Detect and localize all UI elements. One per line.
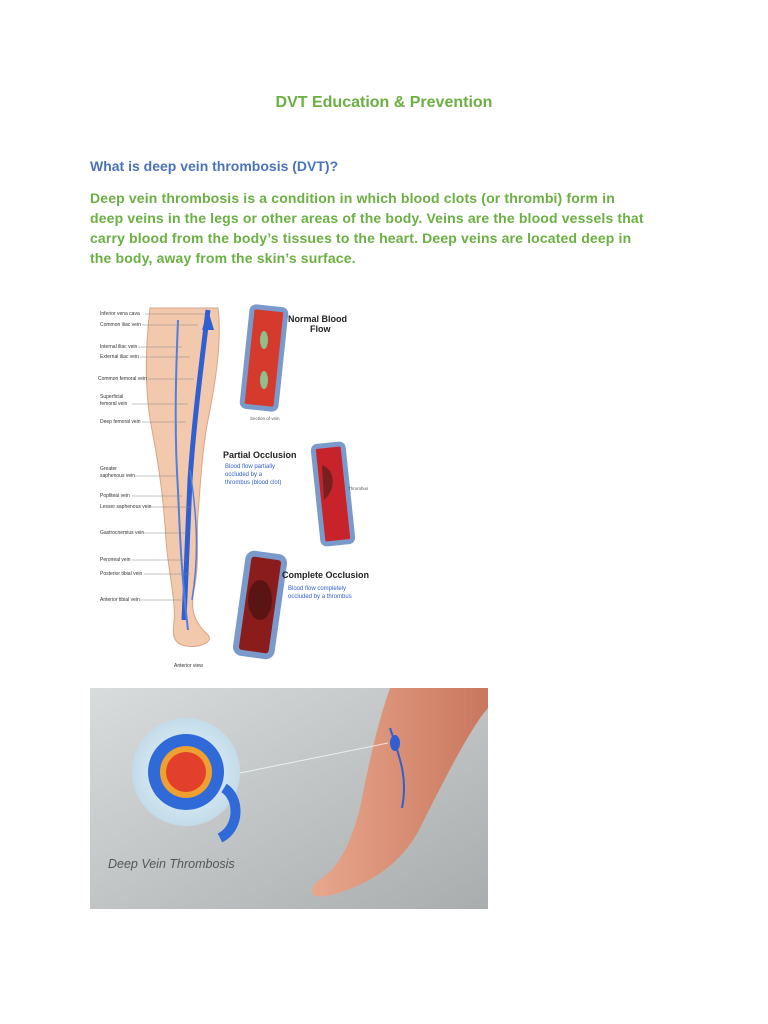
figure-caption: Deep Vein Thrombosis xyxy=(108,857,235,871)
vein-label: Anterior tibial vein xyxy=(100,597,140,603)
normal-heading-line1: Normal Blood xyxy=(288,314,348,324)
complete-desc-line2: occluded by a thrombus xyxy=(288,594,352,600)
vein-label: Internal iliac vein xyxy=(100,344,138,350)
clot-marker xyxy=(390,735,400,751)
vein-label: Inferior vena cava xyxy=(100,311,140,317)
dvt-illustration xyxy=(90,688,488,909)
vein-label: Greater xyxy=(100,466,117,472)
thrombus-label: Thrombus xyxy=(348,486,369,491)
vein-label: Popliteal vein xyxy=(100,493,130,499)
intro-paragraph xyxy=(90,188,690,268)
document-title: DVT Education & Prevention xyxy=(275,94,493,111)
blood-clot xyxy=(166,752,206,792)
vein-label: Peroneal vein xyxy=(100,557,131,563)
complete-heading: Complete Occlusion xyxy=(282,570,370,580)
vein-label: Common femoral vein xyxy=(98,376,147,382)
vein-label: Deep femoral vein xyxy=(100,419,141,425)
vein-label: Common iliac vein xyxy=(100,322,141,328)
vein-label: Posterior tibial vein xyxy=(100,571,143,577)
paragraph-line: the body, away from the skin’s surface. xyxy=(90,250,356,266)
anterior-view-label: Anterior view xyxy=(174,663,203,669)
paragraph-line: carry blood from the body’s tissues to the heart. Deep veins are located deep in xyxy=(90,230,632,246)
vein-label: Lesser saphenous vein xyxy=(100,504,152,510)
vein-label: Superficial xyxy=(100,394,124,400)
paragraph-line: deep veins in the legs or other areas of the body. Veins are the blood vessels that xyxy=(90,210,644,226)
vein-label: saphenous vein xyxy=(100,473,136,479)
normal-heading-line2: Flow xyxy=(310,324,331,334)
normal-caption: Section of vein xyxy=(250,416,280,421)
vein-label: femoral vein xyxy=(100,401,128,407)
partial-desc-line1: Blood flow partially xyxy=(225,464,276,470)
complete-desc-line1: Blood flow completely xyxy=(288,586,347,592)
vein-label: External iliac vein xyxy=(100,354,139,360)
vein-anatomy-figure xyxy=(90,300,390,672)
section-question: What is deep vein thrombosis (DVT)? xyxy=(90,158,339,174)
paragraph-line: Deep vein thrombosis is a condition in which blood clots (or thrombi) form in xyxy=(90,190,615,206)
partial-desc-line3: thrombus (blood clot) xyxy=(225,480,282,486)
partial-desc-line2: occluded by a xyxy=(225,472,263,478)
partial-heading: Partial Occlusion xyxy=(223,450,297,460)
vein-label: Gastrocnemius vein xyxy=(100,530,145,536)
